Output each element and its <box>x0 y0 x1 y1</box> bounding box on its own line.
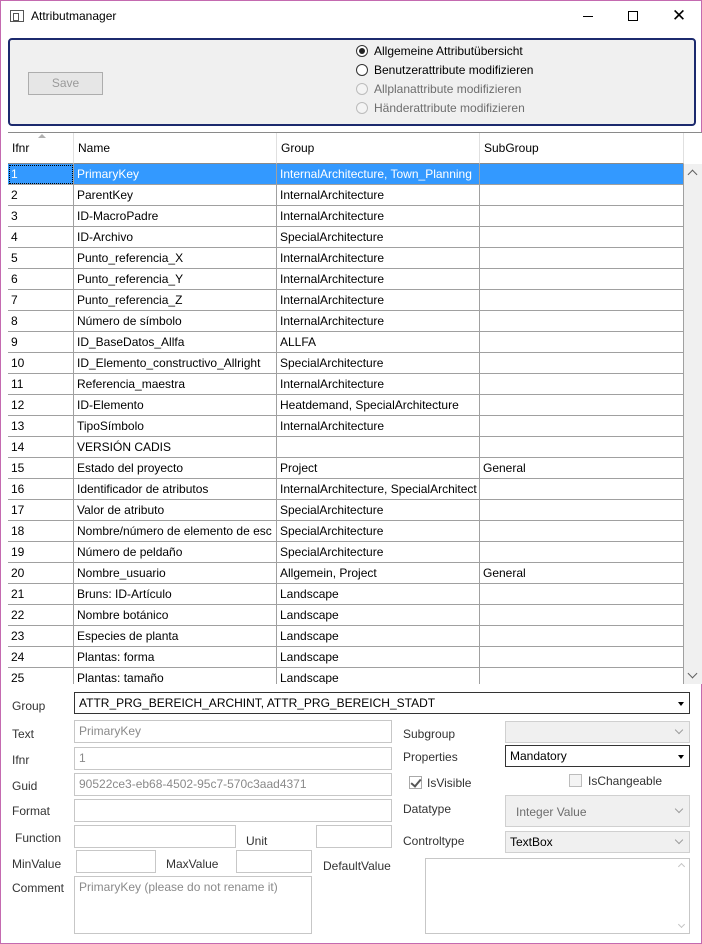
table-cell[interactable]: InternalArchitecture <box>277 311 480 332</box>
table-cell[interactable]: Nombre botánico <box>74 605 277 626</box>
table-row[interactable] <box>8 416 684 437</box>
window-title: Attributmanager <box>31 9 117 23</box>
table-cell[interactable]: Valor de atributo <box>74 500 277 521</box>
table-cell[interactable]: SpecialArchitecture <box>277 542 480 563</box>
radio-button-icon <box>356 102 368 114</box>
table-cell[interactable]: 5 <box>8 248 74 269</box>
table-cell[interactable]: Número de peldaño <box>74 542 277 563</box>
function-field[interactable] <box>74 825 236 848</box>
controltype-combobox: TextBox <box>505 831 690 853</box>
table-cell[interactable]: Punto_referencia_Y <box>74 269 277 290</box>
table-cell[interactable]: Especies de planta <box>74 626 277 647</box>
sort-ascending-icon <box>38 134 46 138</box>
table-cell[interactable] <box>480 437 684 458</box>
dropdown-arrow-icon <box>678 702 684 706</box>
group-label: Group <box>12 699 46 713</box>
table-row[interactable] <box>8 311 684 332</box>
isvisible-checkbox[interactable] <box>409 776 422 789</box>
table-cell[interactable]: SpecialArchitecture <box>277 353 480 374</box>
table-cell[interactable]: Punto_referencia_Z <box>74 290 277 311</box>
comment-textarea[interactable]: PrimaryKey (please do not rename it) <box>74 876 312 934</box>
table-cell[interactable]: ID_Elemento_constructivo_Allright <box>74 353 277 374</box>
table-cell[interactable]: ID-Elemento <box>74 395 277 416</box>
maxvalue-field[interactable] <box>236 850 312 873</box>
table-cell[interactable]: SpecialArchitecture <box>277 227 480 248</box>
table-row[interactable] <box>8 563 684 584</box>
radio-button-icon[interactable] <box>356 64 368 76</box>
scroll-up-icon <box>678 863 685 870</box>
table-row[interactable] <box>8 521 684 542</box>
table-row[interactable] <box>8 248 684 269</box>
table-cell[interactable]: General <box>480 563 684 584</box>
table-row[interactable] <box>8 395 684 416</box>
table-cell[interactable] <box>480 647 684 668</box>
text-field[interactable]: PrimaryKey <box>74 720 392 743</box>
scroll-down-icon <box>678 921 685 928</box>
table-cell[interactable] <box>480 332 684 353</box>
close-button[interactable]: ✕ <box>671 6 687 25</box>
guid-field[interactable]: 90522ce3-eb68-4502-95c7-570c3aad4371 <box>74 773 392 796</box>
table-cell[interactable] <box>480 353 684 374</box>
table-cell[interactable]: TipoSímbolo <box>74 416 277 437</box>
table-row[interactable] <box>8 353 684 374</box>
table-row[interactable] <box>8 647 684 668</box>
table-cell[interactable]: InternalArchitecture, Town_Planning <box>277 164 480 185</box>
table-cell[interactable]: Referencia_maestra <box>74 374 277 395</box>
table-row[interactable] <box>8 332 684 353</box>
table-cell[interactable]: 8 <box>8 311 74 332</box>
table-cell[interactable]: Bruns: ID-Artículo <box>74 584 277 605</box>
table-cell[interactable]: Plantas: forma <box>74 647 277 668</box>
table-cell[interactable]: Estado del proyecto <box>74 458 277 479</box>
column-header-name[interactable]: Name <box>74 133 277 164</box>
table-cell[interactable] <box>480 626 684 647</box>
table-cell[interactable]: 15 <box>8 458 74 479</box>
table-row[interactable] <box>8 185 684 206</box>
table-cell[interactable]: PrimaryKey <box>74 164 277 185</box>
table-cell[interactable]: InternalArchitecture <box>277 416 480 437</box>
table-cell[interactable]: Landscape <box>277 605 480 626</box>
table-cell[interactable]: VERSIÓN CADIS <box>74 437 277 458</box>
defaultvalue-label: DefaultValue <box>323 859 391 873</box>
table-cell[interactable]: ALLFA <box>277 332 480 353</box>
minimize-button[interactable] <box>565 1 611 31</box>
table-cell[interactable]: ID-Archivo <box>74 227 277 248</box>
table-cell[interactable]: Nombre_usuario <box>74 563 277 584</box>
table-row[interactable] <box>8 164 684 185</box>
table-row[interactable] <box>8 605 684 626</box>
minvalue-field[interactable] <box>76 850 156 873</box>
table-cell[interactable]: InternalArchitecture <box>277 290 480 311</box>
table-cell[interactable]: General <box>480 458 684 479</box>
radio-label: Benutzerattribute modifizieren <box>374 63 534 77</box>
grid-header <box>8 133 684 164</box>
radio-button-icon <box>356 83 368 95</box>
table-cell[interactable]: Nombre/número de elemento de esc <box>74 521 277 542</box>
table-cell[interactable]: 19 <box>8 542 74 563</box>
table-cell[interactable]: 11 <box>8 374 74 395</box>
column-header-subgroup[interactable]: SubGroup <box>480 133 684 164</box>
table-cell[interactable]: Identificador de atributos <box>74 479 277 500</box>
maximize-button[interactable] <box>610 1 656 31</box>
minvalue-label: MinValue <box>12 857 62 871</box>
table-cell[interactable]: 2 <box>8 185 74 206</box>
table-cell[interactable]: 18 <box>8 521 74 542</box>
mode-group-box <box>8 38 696 126</box>
subgroup-label: Subgroup <box>403 727 456 741</box>
table-cell[interactable] <box>480 521 684 542</box>
properties-combobox[interactable]: Mandatory <box>505 745 690 767</box>
table-cell[interactable]: ID-MacroPadre <box>74 206 277 227</box>
table-cell[interactable] <box>480 311 684 332</box>
radio-button-icon[interactable] <box>356 45 368 57</box>
grid-vertical-scrollbar[interactable] <box>684 164 702 684</box>
app-window-icon <box>10 10 24 22</box>
table-cell[interactable]: InternalArchitecture <box>277 248 480 269</box>
table-cell[interactable] <box>480 185 684 206</box>
comment-label: Comment <box>12 881 65 895</box>
table-row[interactable] <box>8 374 684 395</box>
table-cell[interactable]: 23 <box>8 626 74 647</box>
table-cell[interactable]: ID_BaseDatos_Allfa <box>74 332 277 353</box>
table-cell[interactable] <box>480 290 684 311</box>
table-cell[interactable]: 14 <box>8 437 74 458</box>
title-bar <box>1 1 701 33</box>
table-cell[interactable]: InternalArchitecture <box>277 206 480 227</box>
guid-label: Guid <box>12 779 38 793</box>
ifnr-label: Ifnr <box>12 753 30 767</box>
table-cell[interactable]: 22 <box>8 605 74 626</box>
scroll-down-icon[interactable] <box>688 669 698 679</box>
table-cell[interactable]: 9 <box>8 332 74 353</box>
table-cell[interactable] <box>480 479 684 500</box>
table-cell[interactable]: 3 <box>8 206 74 227</box>
table-row[interactable] <box>8 206 684 227</box>
save-button[interactable]: Save <box>28 72 103 95</box>
table-cell[interactable] <box>480 605 684 626</box>
table-cell[interactable]: 13 <box>8 416 74 437</box>
table-cell[interactable]: 17 <box>8 500 74 521</box>
table-row[interactable] <box>8 626 684 647</box>
ischangeable-label: IsChangeable <box>588 774 663 788</box>
maxvalue-label: MaxValue <box>166 857 219 871</box>
table-cell[interactable] <box>480 500 684 521</box>
format-label: Format <box>12 804 51 818</box>
table-cell[interactable]: 7 <box>8 290 74 311</box>
table-cell[interactable]: InternalArchitecture <box>277 185 480 206</box>
table-row[interactable] <box>8 668 684 684</box>
table-row[interactable] <box>8 500 684 521</box>
isvisible-label: IsVisible <box>427 776 472 790</box>
subgroup-combobox <box>505 721 690 743</box>
chevron-down-icon <box>675 726 683 734</box>
table-cell[interactable]: InternalArchitecture <box>277 374 480 395</box>
table-cell[interactable]: Landscape <box>277 647 480 668</box>
table-cell[interactable]: Landscape <box>277 584 480 605</box>
table-cell[interactable]: ParentKey <box>74 185 277 206</box>
table-cell[interactable]: InternalArchitecture <box>277 269 480 290</box>
table-cell[interactable] <box>277 437 480 458</box>
table-row[interactable] <box>8 479 684 500</box>
table-cell[interactable]: 1 <box>8 164 74 185</box>
table-cell[interactable] <box>480 164 684 185</box>
radio-label: Allplanattribute modifizieren <box>374 82 522 96</box>
textarea-scrollbar[interactable] <box>675 859 689 933</box>
table-row[interactable] <box>8 227 684 248</box>
table-cell[interactable] <box>480 542 684 563</box>
table-row[interactable] <box>8 290 684 311</box>
table-cell[interactable] <box>480 416 684 437</box>
table-cell[interactable]: Punto_referencia_X <box>74 248 277 269</box>
table-cell[interactable]: 10 <box>8 353 74 374</box>
table-cell[interactable]: 21 <box>8 584 74 605</box>
table-cell[interactable] <box>480 248 684 269</box>
table-cell[interactable]: InternalArchitecture, SpecialArchitect <box>277 479 480 500</box>
chevron-down-icon <box>675 836 683 844</box>
table-row[interactable] <box>8 458 684 479</box>
maximize-icon <box>628 11 638 21</box>
radio-label: Allgemeine Attributübersicht <box>374 44 523 58</box>
radio-label: Händerattribute modifizieren <box>374 101 525 115</box>
ifnr-field[interactable]: 1 <box>74 747 392 770</box>
unit-field[interactable] <box>316 825 392 848</box>
table-cell[interactable] <box>480 269 684 290</box>
table-row[interactable] <box>8 542 684 563</box>
datatype-label: Datatype <box>403 802 452 816</box>
text-label: Text <box>12 727 35 741</box>
format-field[interactable] <box>74 799 392 822</box>
minimize-icon <box>583 16 593 17</box>
defaultvalue-textarea[interactable] <box>425 858 690 934</box>
table-cell[interactable]: Landscape <box>277 626 480 647</box>
scroll-up-icon[interactable] <box>688 170 698 180</box>
table-cell[interactable]: 24 <box>8 647 74 668</box>
table-cell[interactable]: Allgemein, Project <box>277 563 480 584</box>
table-cell[interactable]: Plantas: tamaño <box>74 668 277 684</box>
table-row[interactable] <box>8 584 684 605</box>
table-cell[interactable] <box>480 584 684 605</box>
table-cell[interactable]: Landscape <box>277 668 480 684</box>
function-label: Function <box>15 831 62 845</box>
table-cell[interactable]: 12 <box>8 395 74 416</box>
table-cell[interactable]: Project <box>277 458 480 479</box>
table-cell[interactable]: SpecialArchitecture <box>277 500 480 521</box>
table-cell[interactable]: Heatdemand, SpecialArchitecture <box>277 395 480 416</box>
column-header-ifnr[interactable]: Ifnr <box>8 133 74 164</box>
table-cell[interactable]: 6 <box>8 269 74 290</box>
table-cell[interactable]: 25 <box>8 668 74 684</box>
attribute-grid[interactable] <box>8 132 702 684</box>
table-cell[interactable] <box>480 395 684 416</box>
chevron-down-icon <box>675 805 683 813</box>
column-header-group[interactable]: Group <box>277 133 480 164</box>
table-cell[interactable] <box>480 206 684 227</box>
properties-label: Properties <box>403 750 458 764</box>
table-cell[interactable] <box>480 227 684 248</box>
table-cell[interactable] <box>480 668 684 684</box>
group-combobox[interactable]: ATTR_PRG_BEREICH_ARCHINT, ATTR_PRG_BEREICH_STADT <box>74 692 690 714</box>
dropdown-arrow-icon <box>678 755 684 759</box>
table-cell[interactable]: Número de símbolo <box>74 311 277 332</box>
table-cell[interactable]: 16 <box>8 479 74 500</box>
datatype-combobox: Integer Value <box>505 795 690 827</box>
table-cell[interactable] <box>480 374 684 395</box>
ischangeable-checkbox <box>569 774 582 787</box>
unit-label: Unit <box>246 834 268 848</box>
table-cell[interactable]: SpecialArchitecture <box>277 521 480 542</box>
table-cell[interactable]: 20 <box>8 563 74 584</box>
table-row[interactable] <box>8 437 684 458</box>
table-row[interactable] <box>8 269 684 290</box>
table-cell[interactable]: 4 <box>8 227 74 248</box>
controltype-label: Controltype <box>403 834 465 848</box>
